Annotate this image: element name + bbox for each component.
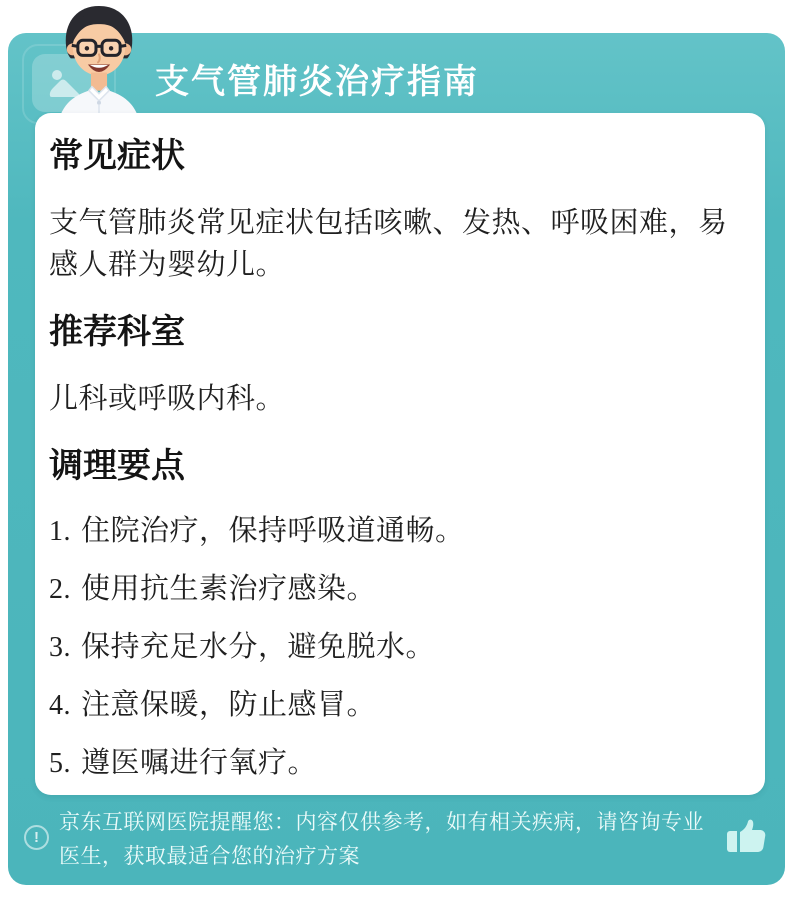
list-item-text: 使用抗生素治疗感染。 [81,573,377,605]
list-item-number: 3. [49,632,71,663]
list-item-number: 5. [49,748,71,779]
disclaimer-text: 京东互联网医院提醒您：内容仅供参考，如有相关疾病，请咨询专业医生，获取最适合您的治疗方案 [59,811,704,868]
list-item [49,514,735,549]
list-item [49,688,735,723]
list-item-text: 注意保暖，防止感冒。 [81,689,377,721]
main-panel [8,33,785,885]
list-item [49,572,735,607]
department-paragraph: 儿科或呼吸内科。 [49,383,286,415]
thumbs-up-icon[interactable] [723,815,769,857]
care-points-list [49,514,735,781]
list-item-text: 保持充足水分，避免脱水。 [81,631,436,663]
page-title: 支气管肺炎治疗指南 [155,63,479,101]
content-card [35,113,765,795]
list-item-text: 住院治疗，保持呼吸道通畅。 [81,515,465,547]
list-item-number: 1. [49,516,71,547]
list-item [49,746,735,781]
section-heading-symptoms: 常见症状 [49,137,185,175]
list-item [49,630,735,665]
disclaimer-bar [24,797,769,883]
list-item-text: 遵医嘱进行氧疗。 [81,747,318,779]
list-item-number: 2. [49,574,71,605]
section-heading-department: 推荐科室 [49,313,185,351]
info-icon: ! [24,825,49,850]
section-heading-care-points: 调理要点 [49,447,185,485]
symptoms-paragraph: 支气管肺炎常见症状包括咳嗽、发热、呼吸困难，易感人群为婴幼儿。 [49,207,728,281]
list-item-number: 4. [49,690,71,721]
